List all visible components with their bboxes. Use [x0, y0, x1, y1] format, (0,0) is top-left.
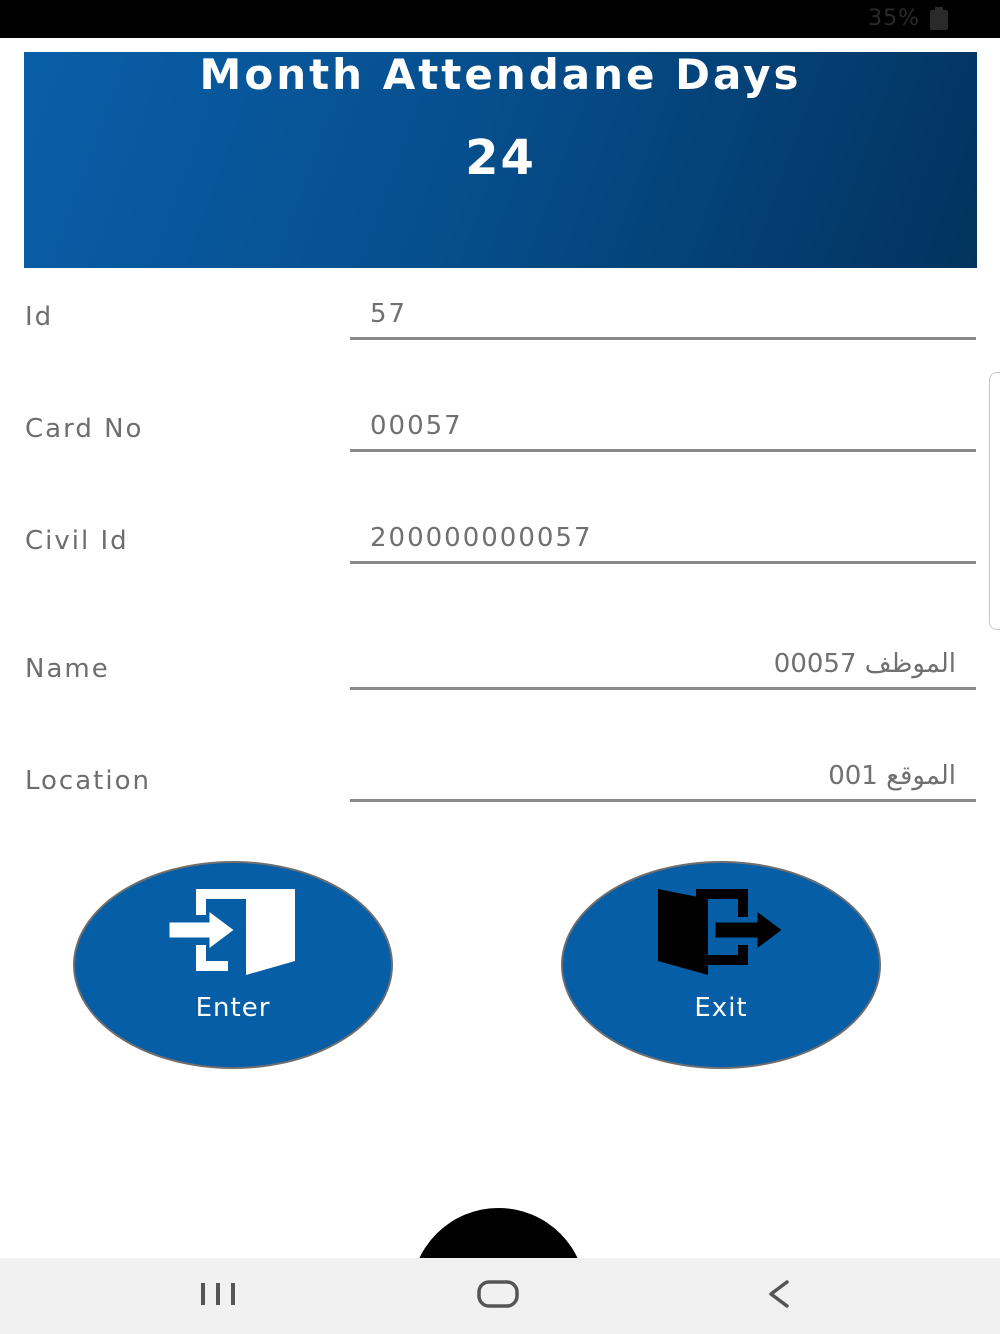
system-nav-bar: [0, 1258, 1000, 1334]
enter-door-icon: [168, 887, 298, 981]
name-field[interactable]: [350, 640, 976, 690]
civil-id-label: Civil Id: [25, 526, 129, 556]
location-field[interactable]: [350, 752, 976, 802]
name-label: Name: [25, 654, 110, 684]
id-label: Id: [25, 302, 54, 332]
banner-title: Month Attendane Days: [199, 50, 802, 99]
location-label: Location: [25, 766, 151, 796]
card-no-field[interactable]: [350, 402, 976, 452]
status-bar: [0, 0, 1000, 38]
battery-icon: [930, 10, 948, 30]
recent-apps-button[interactable]: [158, 1258, 278, 1334]
attendance-banner: [24, 52, 977, 268]
enter-button[interactable]: [73, 861, 393, 1069]
exit-button-label: Exit: [694, 993, 748, 1023]
enter-button-label: Enter: [195, 993, 271, 1023]
home-button[interactable]: [438, 1258, 558, 1334]
recent-apps-icon: [198, 1281, 238, 1311]
exit-button[interactable]: [561, 861, 881, 1069]
back-button[interactable]: [718, 1258, 838, 1334]
home-icon: [477, 1280, 519, 1312]
id-field[interactable]: [350, 290, 976, 340]
civil-id-field[interactable]: [350, 514, 976, 564]
card-no-label: Card No: [25, 414, 144, 444]
attendance-days-count: 24: [465, 130, 536, 186]
exit-door-icon: [656, 887, 786, 981]
battery-percent: 35%: [868, 6, 920, 31]
back-icon: [765, 1279, 791, 1313]
scroll-indicator[interactable]: [989, 372, 1000, 630]
